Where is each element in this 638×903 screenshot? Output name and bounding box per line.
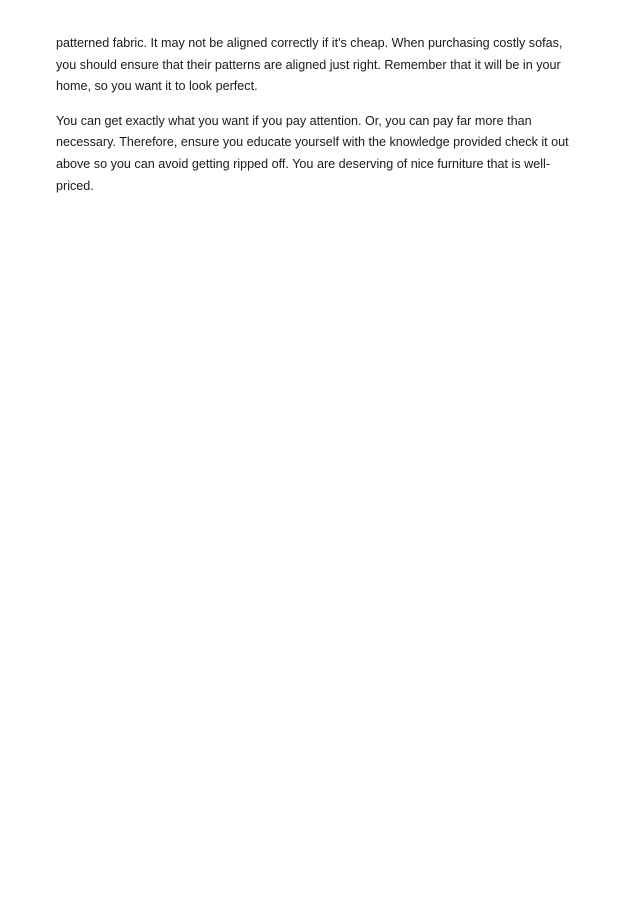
text-line: priced. bbox=[56, 178, 94, 193]
text-line: You can get exactly what you want if you pay attention. Or, you can pay far more than bbox=[56, 113, 532, 128]
text-line: you should ensure that their patterns are aligned just right. Remember that it will be in your bbox=[56, 57, 561, 72]
paragraph-1 bbox=[56, 33, 596, 98]
document-body bbox=[56, 33, 596, 197]
text-line: patterned fabric. It may not be aligned correctly if it's cheap. When purchasing costly sofas, bbox=[56, 36, 563, 50]
paragraph-2 bbox=[56, 111, 596, 197]
text-line: above so you can avoid getting ripped off. You are deserving of nice furniture that is well- bbox=[56, 156, 551, 171]
text-line: home, so you want it to look perfect. bbox=[56, 79, 258, 94]
text-line: necessary. Therefore, ensure you educate yourself with the knowledge provided check it out bbox=[56, 135, 569, 150]
